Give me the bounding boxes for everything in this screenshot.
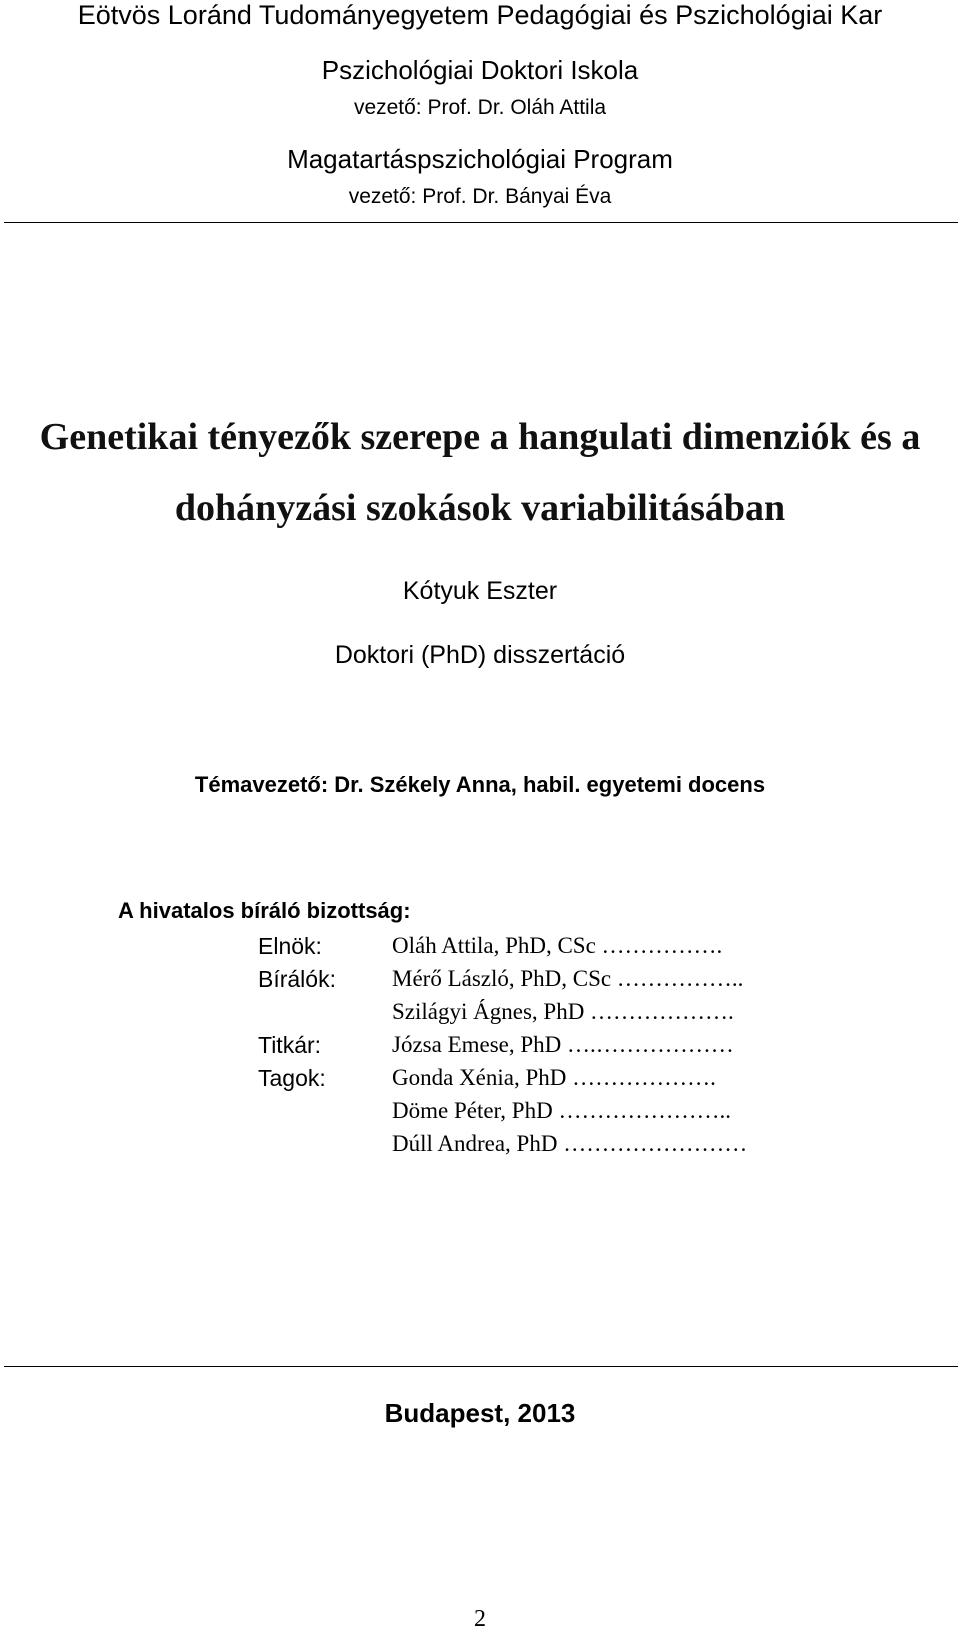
header-divider (4, 222, 958, 223)
university-name: Eötvös Loránd Tudományegyetem Pedagógiai és Pszichológiai Kar (77, 0, 883, 30)
committee-member-secretary: Józsa Emese, PhD ….……………… (392, 1032, 734, 1057)
thesis-title-line2: dohányzási szokások variabilitásában (174, 487, 786, 529)
committee-member-1: Gonda Xénia, PhD ………………. (392, 1065, 716, 1090)
degree-type: Doktori (PhD) disszertáció (334, 641, 626, 669)
place-and-year: Budapest, 2013 (384, 1398, 576, 1428)
committee-member-3: Dúll Andrea, PhD …………………… (392, 1131, 748, 1156)
supervisor: Témavezető: Dr. Székely Anna, habil. egyetemi docens (194, 772, 766, 797)
thesis-title-line1: Genetikai tényezők szerepe a hangulati dimenziók és a (39, 416, 921, 458)
committee-role-secretary: Titkár: (258, 1032, 322, 1058)
school-head: vezető: Prof. Dr. Oláh Attila (353, 96, 607, 119)
program-head: vezető: Prof. Dr. Bányai Éva (348, 185, 612, 208)
doctoral-school: Pszichológiai Doktori Iskola (321, 55, 639, 85)
program-name: Magatartáspszichológiai Program (287, 144, 673, 174)
page-number: 2 (474, 1606, 486, 1632)
committee-role-chair: Elnök: (258, 933, 322, 959)
committee-member-reviewer-2: Szilágyi Ágnes, PhD ………………. (392, 999, 734, 1024)
footer-divider (4, 1366, 958, 1367)
committee-member-2: Döme Péter, PhD ………………….. (392, 1098, 731, 1123)
committee-member-reviewer-1: Mérő László, PhD, CSc …………….. (392, 966, 744, 991)
committee-role-reviewers: Bírálók: (258, 966, 336, 992)
committee-member-chair: Oláh Attila, PhD, CSc ……………. (392, 933, 723, 958)
committee-heading: A hivatalos bíráló bizottság: (118, 898, 411, 923)
committee-role-members: Tagok: (258, 1065, 326, 1091)
author-name: Kótyuk Eszter (402, 577, 558, 605)
